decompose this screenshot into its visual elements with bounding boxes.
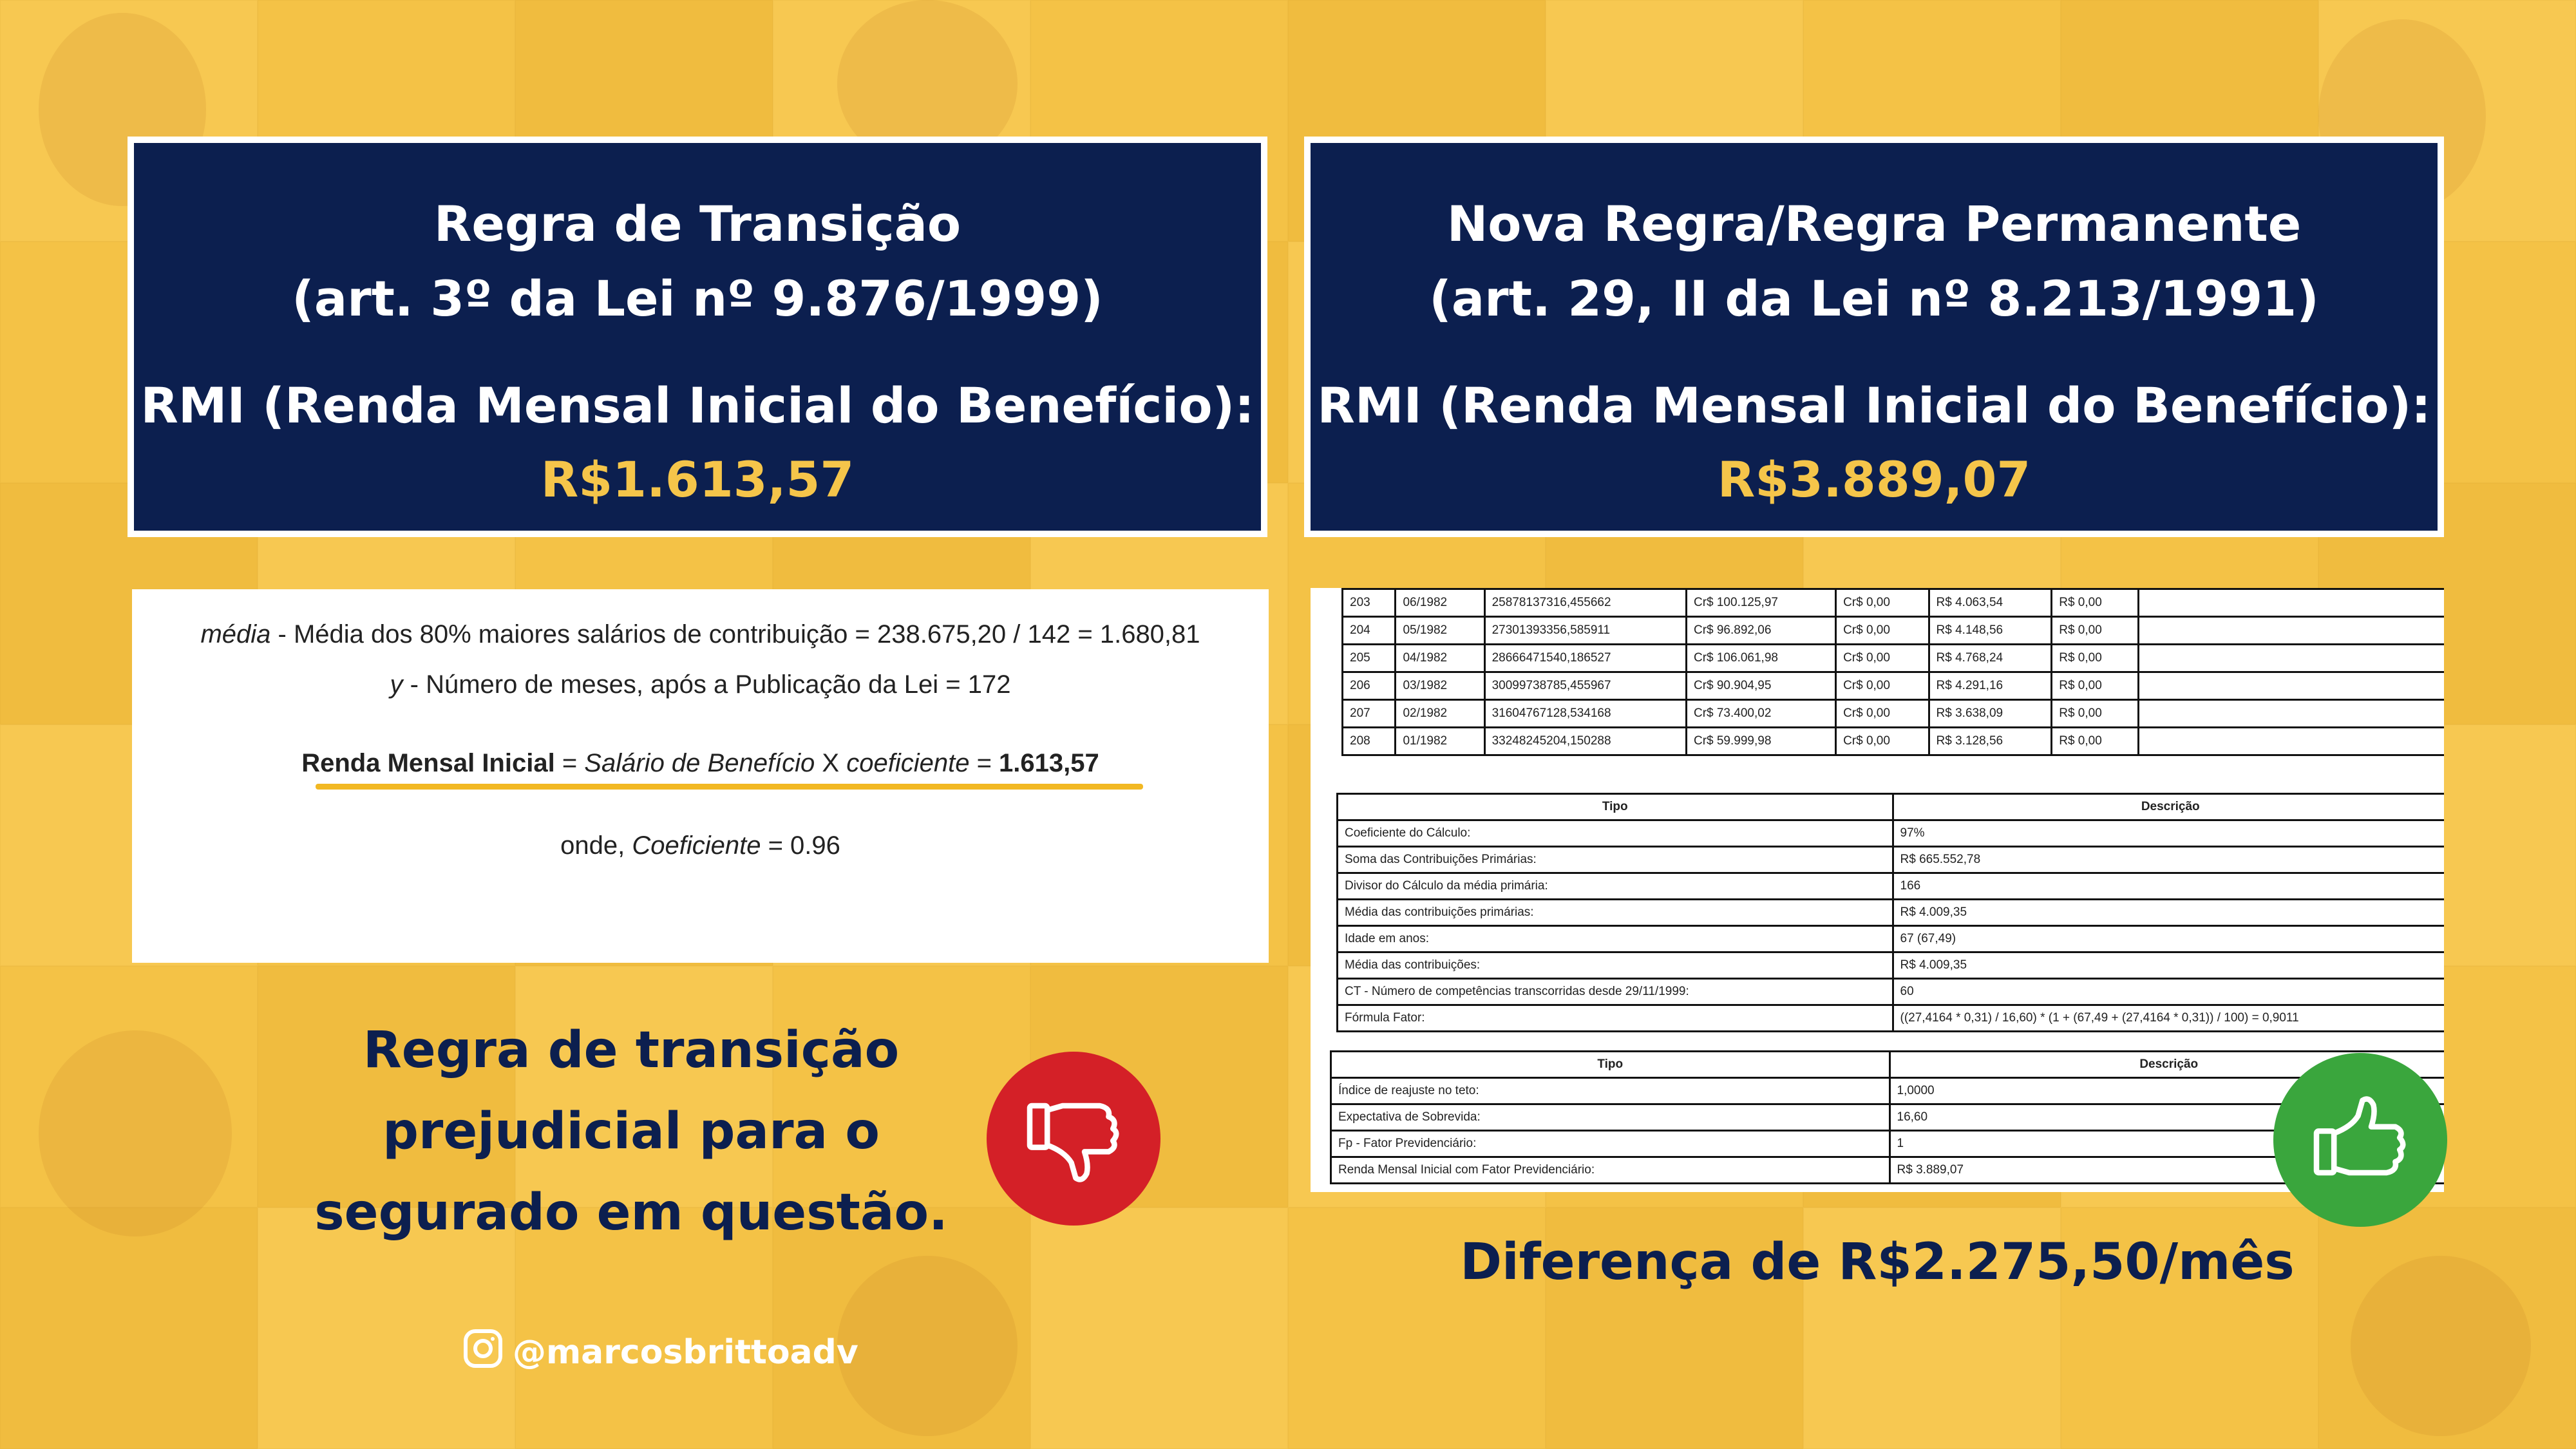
table-cell: 25878137316,455662 (1484, 589, 1686, 617)
table-cell (2139, 700, 2444, 728)
header-title (134, 187, 1261, 336)
table-cell: Cr$ 0,00 (1836, 728, 1929, 755)
table-cell: 33248245204,150288 (1484, 728, 1686, 755)
table-cell: 207 (1343, 700, 1396, 728)
table-row (1338, 952, 2445, 979)
equals-sign: = (969, 749, 999, 777)
law-reference: (art. 3º da Lei nº 9.876/1999) (292, 270, 1103, 327)
table-cell: R$ 665.552,78 (1893, 847, 2444, 873)
rmi-formula (132, 749, 1269, 778)
table-cell: Cr$ 96.892,06 (1686, 617, 1835, 645)
table-cell: R$ 4.768,24 (1929, 645, 2052, 672)
table-cell: 203 (1343, 589, 1396, 617)
table-cell: Cr$ 73.400,02 (1686, 700, 1835, 728)
table-cell: Cr$ 0,00 (1836, 672, 1929, 700)
table-cell: Média das contribuições primárias: (1338, 900, 1893, 926)
onde-text: onde, (560, 831, 632, 860)
table-cell: 205 (1343, 645, 1396, 672)
contributions-table (1341, 588, 2444, 756)
table-cell: Coeficiente do Cálculo: (1338, 820, 1893, 847)
difference-caption: Diferença de R$2.275,50/mês (1460, 1233, 2295, 1291)
table-cell: 03/1982 (1396, 672, 1484, 700)
table-cell: Fórmula Fator: (1338, 1005, 1893, 1032)
rmi-label: RMI (Renda Mensal Inicial do Benefício): (140, 377, 1255, 434)
table-row (1331, 1078, 2445, 1104)
table-cell: 02/1982 (1396, 700, 1484, 728)
table-cell: Cr$ 100.125,97 (1686, 589, 1835, 617)
table-cell: R$ 0,00 (2052, 700, 2139, 728)
table-cell: Renda Mensal Inicial com Fator Previdenciário: (1331, 1157, 1890, 1184)
table-cell: R$ 4.063,54 (1929, 589, 2052, 617)
table-row (1343, 728, 2445, 755)
table-cell: 204 (1343, 617, 1396, 645)
rmi-term: Renda Mensal Inicial (301, 749, 555, 777)
table-cell: 208 (1343, 728, 1396, 755)
table-row (1338, 847, 2445, 873)
media-term: média (200, 620, 271, 649)
background-face (837, 1256, 1018, 1436)
table-cell: 166 (1893, 873, 2444, 900)
table-cell: R$ 4.009,35 (1893, 900, 2444, 926)
table-cell: R$ 3.128,56 (1929, 728, 2052, 755)
law-reference: (art. 29, II da Lei nº 8.213/1991) (1429, 270, 2319, 327)
table-cell: R$ 0,00 (2052, 672, 2139, 700)
y-text: - Número de meses, após a Publicação da Lei = 172 (402, 670, 1011, 699)
table-cell: 28666471540,186527 (1484, 645, 1686, 672)
caption-line: prejudicial para o (383, 1103, 880, 1160)
table-cell: Expectativa de Sobrevida: (1331, 1104, 1890, 1131)
coefficient-label: Coeficiente (632, 831, 761, 860)
table-cell: 06/1982 (1396, 589, 1484, 617)
table-cell (2139, 589, 2444, 617)
table-cell: R$ 3.638,09 (1929, 700, 2052, 728)
table-cell: 01/1982 (1396, 728, 1484, 755)
salary-benefit-term: Salário de Benefício (584, 749, 815, 777)
rmi-result: 1.613,57 (999, 749, 1099, 777)
social-handle[interactable] (462, 1330, 858, 1375)
table-cell: Divisor do Cálculo da média primária: (1338, 873, 1893, 900)
title-line: Nova Regra/Regra Permanente (1446, 195, 2302, 252)
table-row (1338, 900, 2445, 926)
table-cell (2139, 728, 2444, 755)
table-cell: R$ 4.291,16 (1929, 672, 2052, 700)
background-face (39, 1030, 232, 1236)
thumbs-up-icon (2273, 1053, 2447, 1227)
table-cell: 31604767128,534168 (1484, 700, 1686, 728)
coefficient-value: = 0.96 (761, 831, 840, 860)
table-cell: R$ 4.009,35 (1893, 952, 2444, 979)
thumbs-down-icon (987, 1052, 1160, 1226)
table-cell: 04/1982 (1396, 645, 1484, 672)
table-cell: CT - Número de competências transcorridas desde 29/11/1999: (1338, 979, 1893, 1005)
media-text: - Média dos 80% maiores salários de contribuição = 238.675,20 / 142 = 1.680,81 (270, 620, 1200, 649)
table-cell: R$ 0,00 (2052, 645, 2139, 672)
table-cell: 206 (1343, 672, 1396, 700)
table-cell (2139, 672, 2444, 700)
table-row (1338, 820, 2445, 847)
table-row (1343, 589, 2445, 617)
table-cell: R$ 4.148,56 (1929, 617, 2052, 645)
table-cell (2139, 617, 2444, 645)
table-row (1343, 700, 2445, 728)
table-cell: 16,60 (1889, 1104, 2444, 1131)
rmi-label: RMI (Renda Mensal Inicial do Benefício): (1317, 377, 2431, 434)
times-sign: X (815, 749, 847, 777)
table-cell: Cr$ 0,00 (1836, 617, 1929, 645)
table-row (1338, 873, 2445, 900)
table-cell: 05/1982 (1396, 617, 1484, 645)
y-term: y (390, 670, 403, 699)
table-cell: Idade em anos: (1338, 926, 1893, 952)
table-cell: 27301393356,585911 (1484, 617, 1686, 645)
table-cell: 1 (1889, 1131, 2444, 1157)
column-header: Tipo (1338, 794, 1893, 820)
permanent-calculation-excerpt (1311, 588, 2444, 1192)
table-cell: Fp - Fator Previdenciário: (1331, 1131, 1890, 1157)
table-cell: Índice de reajuste no teto: (1331, 1078, 1890, 1104)
table-cell: R$ 3.889,07 (1889, 1157, 2444, 1184)
table-row (1338, 979, 2445, 1005)
instagram-icon (462, 1328, 504, 1378)
table-cell: R$ 0,00 (2052, 617, 2139, 645)
permanent-rule-header (1304, 137, 2444, 537)
caption-line: Regra de transição (363, 1021, 900, 1079)
table-cell: 67 (67,49) (1893, 926, 2444, 952)
transition-rule-header (128, 137, 1267, 537)
transition-calculation-excerpt (132, 589, 1269, 963)
transition-rule-caption (245, 1010, 1018, 1253)
rmi-value: R$1.613,57 (540, 451, 855, 508)
table-cell: ((27,4164 * 0,31) / 16,60) * (1 + (67,49 + (27,4164 * 0,31)) / 100) = 0,9011 (1893, 1005, 2444, 1032)
table-row (1343, 672, 2445, 700)
table-cell: 30099738785,455967 (1484, 672, 1686, 700)
table-cell: 97% (1893, 820, 2444, 847)
table-row (1343, 617, 2445, 645)
table-cell: 1,0000 (1889, 1078, 2444, 1104)
table-cell: Cr$ 0,00 (1836, 589, 1929, 617)
column-header: Descrição (1889, 1052, 2444, 1078)
y-definition (132, 670, 1269, 699)
table-cell: Cr$ 0,00 (1836, 700, 1929, 728)
table-cell: Cr$ 59.999,98 (1686, 728, 1835, 755)
table-cell: Média das contribuições: (1338, 952, 1893, 979)
table-cell: 60 (1893, 979, 2444, 1005)
coefficient-term: coeficiente (846, 749, 970, 777)
table-row (1343, 645, 2445, 672)
column-header: Descrição (1893, 794, 2444, 820)
table-row (1338, 926, 2445, 952)
table-cell: R$ 0,00 (2052, 728, 2139, 755)
table-cell: Cr$ 106.061,98 (1686, 645, 1835, 672)
table-cell: Cr$ 90.904,95 (1686, 672, 1835, 700)
media-definition (132, 620, 1269, 649)
column-header: Tipo (1331, 1052, 1890, 1078)
title-line: Regra de Transição (433, 195, 961, 252)
rmi-value: R$3.889,07 (1717, 451, 2031, 508)
calculation-summary-table (1336, 793, 2444, 1032)
table-cell: Cr$ 0,00 (1836, 645, 1929, 672)
table-cell: R$ 0,00 (2052, 589, 2139, 617)
table-cell (2139, 645, 2444, 672)
header-title (1311, 187, 2438, 336)
coefficient-definition (132, 831, 1269, 860)
caption-line: segurado em questão. (314, 1184, 948, 1242)
handle-text: @marcosbrittoadv (513, 1333, 858, 1372)
equals-sign: = (554, 749, 585, 777)
table-cell: Soma das Contribuições Primárias: (1338, 847, 1893, 873)
highlight-underline (316, 784, 1143, 790)
table-row (1338, 1005, 2445, 1032)
